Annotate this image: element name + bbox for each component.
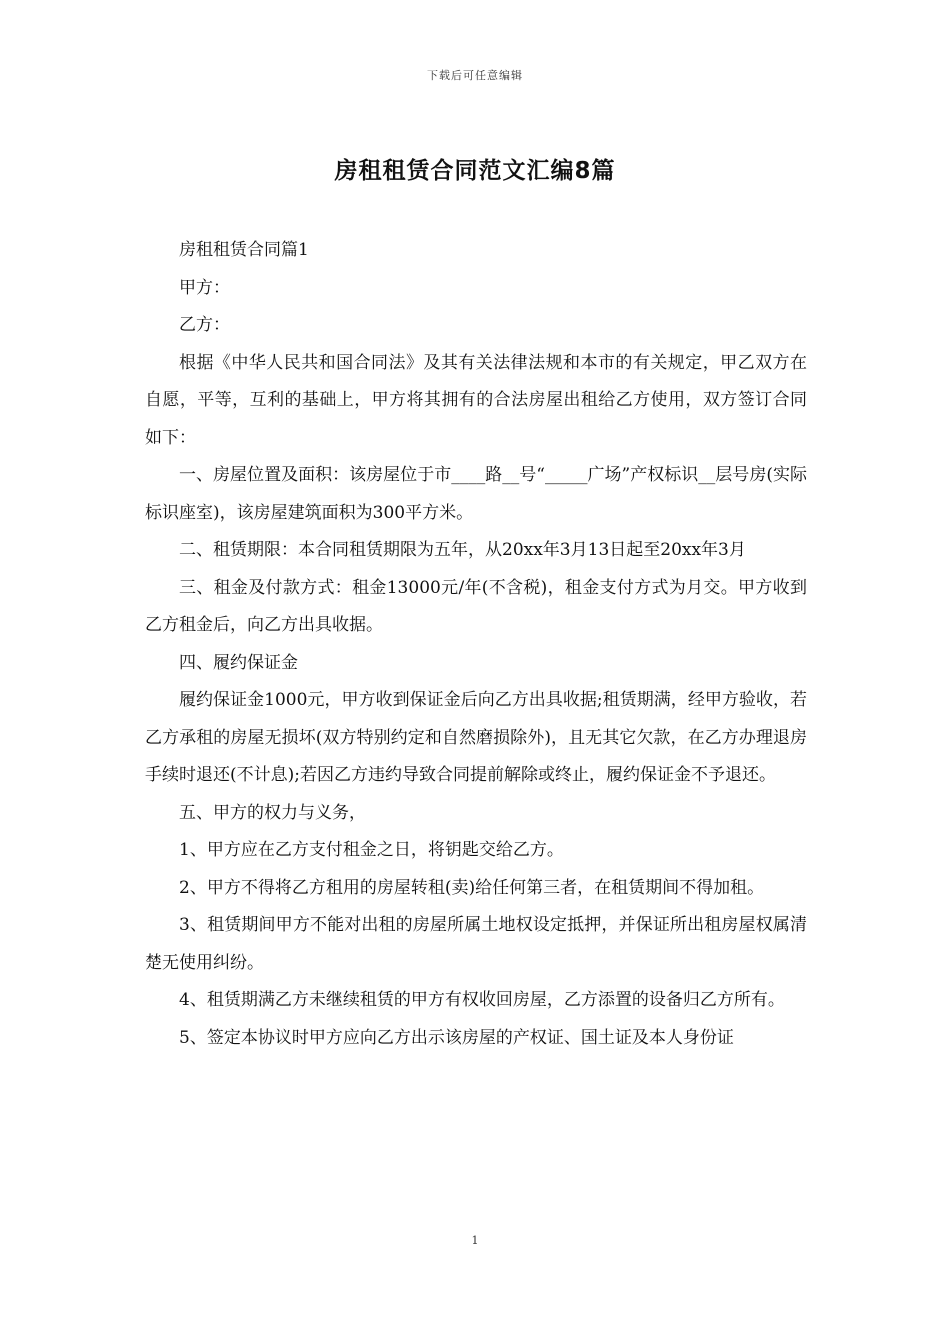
- clause-deposit-body: 履约保证金1000元，甲方收到保证金后向乙方出具收据;租赁期满，经甲方验收，若乙方承租的房屋无损坏(双方特别约定和自然磨损除外)，且无其它欠款，在乙方办理退房手续时退还(不计息);若因乙方违约导致合同提前解除或终止，履约保证金不予退还。: [145, 690, 807, 785]
- document-title: 房租租赁合同范文汇编8篇: [334, 158, 616, 184]
- document-body: [145, 232, 807, 1057]
- clause-party-a-rights-heading: 五、甲方的权力与义务，: [179, 802, 366, 823]
- clause-item-5: 5、签定本协议时甲方应向乙方出示该房屋的产权证、国土证及本人身份证: [179, 1027, 734, 1048]
- clause-deposit-heading: 四、履约保证金: [179, 652, 298, 673]
- party-a-line: 甲方：: [179, 277, 230, 298]
- header-note: 下载后可任意编辑: [427, 69, 523, 82]
- page-number: 1: [471, 1234, 479, 1247]
- section-heading: 房租租赁合同篇1: [179, 240, 309, 260]
- clause-location-area: 一、房屋位置及面积：该房屋位于市____路__号“_____广场”产权标识__层号房(实际标识座室)，该房屋建筑面积为300平方米。: [145, 465, 807, 523]
- party-b-line: 乙方：: [179, 315, 230, 335]
- clause-rent-payment: 三、租金及付款方式：租金13000元/年(不含税)，租金支付方式为月交。甲方收到乙方租金后，向乙方出具收据。: [145, 577, 807, 635]
- clause-item-4: 4、租赁期满乙方未继续租赁的甲方有权收回房屋，乙方添置的设备归乙方所有。: [179, 990, 785, 1010]
- preamble-paragraph: 根据《中华人民共和国合同法》及其有关法律法规和本市的有关规定，甲乙双方在自愿，平等，互利的基础上，甲方将其拥有的合法房屋出租给乙方使用，双方签订合同如下：: [145, 352, 807, 448]
- clause-lease-term: 二、租赁期限：本合同租赁期限为五年，从20xx年3月13日起至20xx年3月: [179, 540, 746, 560]
- clause-item-3: 3、租赁期间甲方不能对出租的房屋所属土地权设定抵押，并保证所出租房屋权属清楚无使用纠纷。: [145, 915, 807, 973]
- clause-item-2: 2、甲方不得将乙方租用的房屋转租(卖)给任何第三者，在租赁期间不得加租。: [179, 877, 765, 898]
- clause-item-1: 1、甲方应在乙方支付租金之日，将钥匙交给乙方。: [179, 840, 564, 860]
